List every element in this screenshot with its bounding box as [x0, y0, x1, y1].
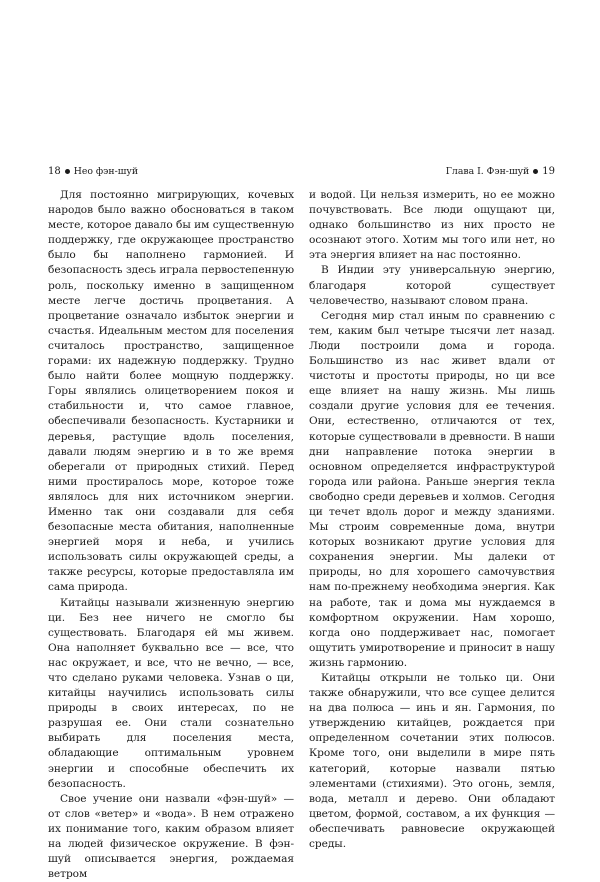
left-body-text [48, 188, 294, 882]
left-running-head: Нео фэн-шуй [73, 166, 139, 177]
right-running-head: Глава I. Фэн-шуй [445, 166, 530, 177]
paragraph: Китайцы называли жизненную энергию ци. Без нее ничего не смогло бы существовать. Благодаря ей мы живем. Она наполняет буквально все — все, что нас окружает, и все, что не вечно, — все, что сделано руками человека. Узнав о ци, китайцы научились использовать силы природы в своих интересах, по не разрушая ее. Они стали сознательно выбирать для поселения места, обладающие оптимальным уровнем энергии и способные обеспечить их безопасность. [48, 596, 294, 790]
left-page [48, 164, 294, 882]
left-page-number: 18 [48, 166, 61, 177]
right-body-text [309, 188, 555, 852]
paragraph: В Индии эту универсальную энергию, благодаря которой существует человечество, называют словом прана. [309, 264, 555, 307]
paragraph: Сегодня мир стал иным по сравнению с тем, каким был четыре тысячи лет назад. Люди построили дома и города. Большинство из нас живет вдали от чистоты и простоты природы, но ци все еще влияет на нашу жизнь. Мы лишь создали другие условия для ее течения. Они, естественно, отличаются от тех, которые существовали в древности. В наши дни направление потока энергии в основном определяется инфраструктурой города или района. Раньше энергия текла свободно среди деревьев и холмов. Сегодня ци течет вдоль дорог и между зданиями. Мы строим современные дома, внутри которых возникают другие условия для сохранения энергии. Мы далеки от природы, но для хорошего самочувствия нам по-прежнему необходима энергия. Как на работе, так и дома мы нуждаемся в комфортном окружении. Нам хорошо, когда оно поддерживает нас, помогает ощутить умиротворение и приносит в нашу жизнь гармонию. [309, 309, 555, 669]
paragraph: и водой. Ци нельзя измерить, но ее можно почувствовать. Все люди ощущают ци, однако большинство из них просто не осознают этого. Хотим мы того или нет, но эта энергия влияет на нас постоянно. [309, 189, 555, 262]
left-running-header [48, 164, 294, 180]
paragraph: Свое учение они назвали «фэн-шуй» — от слов «ветер» и «вода». В нем отражено их понимание того, каким образом влияет на людей физическое окружение. В фэн-шуй описывается энергия, рождаемая ветром [48, 792, 294, 881]
bullet-icon [65, 169, 70, 174]
paragraph: Для постоянно мигрирующих, кочевых народов было важно обосноваться в таком месте, которое давало бы им существенную поддержку, где окружающее пространство было бы наполнено гармонией. И безопасность здесь играла первостепенную роль, поскольку именно в защищенном месте легче достичь процветания. А процветание означало избыток энергии и счастья. Идеальным местом для поселения считалось пространство, защищенное горами: их надежную поддержку. Трудно было найти более мощную поддержку. Горы являлись олицетворением покоя и стабильности и, что самое главное, обеспечивали безопасность. Кустарники и деревья, растущие вдоль поселения, давали людям энергию и в то же время оберегали от природных стихий. Перед ними простиралось море, которое тоже являлось для них источником энергии. Именно так они создавали для себя безопасные места обитания, наполненные энергией моря и неба, и учились использовать силы окружающей среды, а также ресурсы, которые предоставляла им сама природа. [48, 189, 294, 594]
bullet-icon [533, 169, 538, 174]
right-page [309, 164, 555, 852]
right-page-number: 19 [542, 166, 555, 177]
right-running-header [309, 164, 555, 180]
paragraph: Китайцы открыли не только ци. Они также обнаружили, что все сущее делится на два полюса — инь и ян. Гармония, по утверждению китайцев, рождается при определенном сочетании этих полюсов. Кроме того, они выделили в мире пять категорий, которые назвали пятью элементами (стихиями). Это огонь, земля, вода, металл и дерево. Они обладают цветом, формой, составом, а их функция — обеспечивать равновесие окружающей среды. [309, 672, 555, 851]
